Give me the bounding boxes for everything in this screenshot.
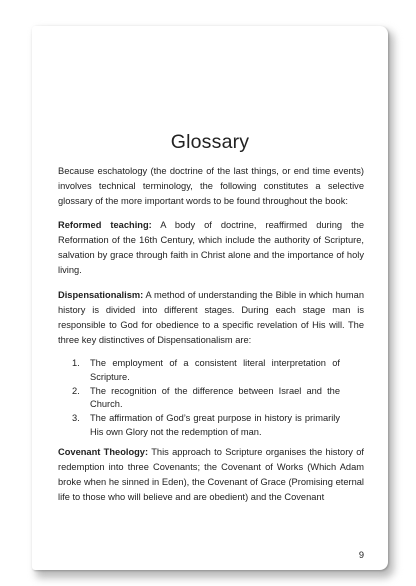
reformed-teaching-definition: A body of doctrine, reaffirmed during the Reformation of the 16th Century, which include the authority of Scripture, salvation by grace through faith in Christ alone and the importance of holy living. bbox=[58, 220, 364, 276]
reformed-teaching-term: Reformed teaching: bbox=[58, 220, 152, 230]
dispensationalism-term: Dispensationalism: bbox=[58, 290, 144, 300]
intro-paragraph: Because eschatology (the doctrine of the last things, or end time events) involves technical terminology, the following constitutes a selective glossary of the more important words to be found throughout the book: bbox=[58, 166, 364, 207]
covenant-theology-definition: This approach to Scripture organises the history of redemption into three Covenants; the Covenant of Works (Which Adam broke when he sinned in Eden), the Covenant of Grace (Promising eternal life to those who will believe and are obedient) and the Covenant bbox=[58, 447, 364, 503]
list-item-number: 1. bbox=[72, 358, 80, 368]
covenant-theology-term: Covenant Theology: bbox=[58, 447, 149, 457]
distinctives-list bbox=[72, 357, 340, 440]
list-item-text: The employment of a consistent literal interpretation of Scripture. bbox=[90, 358, 340, 382]
dispensationalism-definition: A method of understanding the Bible in which human history is divided into different stages. During each stage man is responsible to God for obedience to a specific revelation of His will. The three key distinctives of Dispensationalism are: bbox=[58, 290, 364, 346]
list-item-text: The recognition of the difference between Israel and the Church. bbox=[90, 385, 340, 410]
list-item bbox=[72, 385, 340, 413]
covenant-theology-entry bbox=[58, 445, 364, 505]
book-page bbox=[32, 26, 388, 570]
page-number: 9 bbox=[358, 550, 364, 560]
dispensationalism-entry bbox=[58, 288, 364, 348]
list-item-number: 3. bbox=[72, 413, 80, 424]
list-item bbox=[72, 357, 340, 385]
list-item-number: 2. bbox=[72, 385, 80, 396]
page-title: Glossary bbox=[170, 131, 250, 153]
list-item bbox=[72, 412, 340, 440]
list-item-text: The affirmation of God’s great purpose in history is primarily His own Glory not the redemption of man. bbox=[90, 413, 340, 437]
reformed-teaching-entry bbox=[58, 218, 364, 278]
